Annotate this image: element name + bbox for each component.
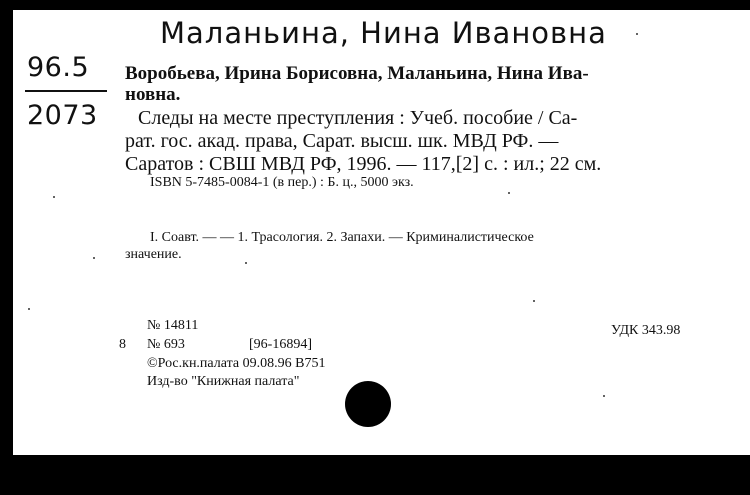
speck xyxy=(53,196,55,198)
title-line-2: рат. гос. акад. права, Сарат. высш. шк. МВД РФ. — xyxy=(125,130,559,152)
subjects-line-1: I. Соавт. — — 1. Трасология. 2. Запахи. — Криминалистическое xyxy=(150,230,534,245)
shelf-mark-divider xyxy=(25,90,107,92)
punch-hole xyxy=(345,381,391,427)
copyright-line: ©Рос.кн.палата 09.08.96 В751 xyxy=(147,356,326,371)
shelf-mark-top: 96.5 xyxy=(27,52,90,83)
isbn-line: ISBN 5-7485-0084-1 (в пер.) : Б. ц., 5000 экз. xyxy=(150,175,414,190)
record-number-2: № 693 xyxy=(147,337,185,352)
authors-line-2: новна. xyxy=(125,84,181,105)
subjects-line-2: значение. xyxy=(125,247,182,262)
handwritten-title: Маланьина, Нина Ивановна xyxy=(160,16,607,50)
shelf-mark-bottom: 2073 xyxy=(27,100,98,131)
publisher-line: Изд-во "Книжная палата" xyxy=(147,374,300,389)
record-number-2-bracket: [96-16894] xyxy=(249,337,312,352)
prefix-8: 8 xyxy=(119,337,126,352)
speck xyxy=(508,192,510,194)
speck xyxy=(533,300,535,302)
udc-code: УДК 343.98 xyxy=(611,323,681,338)
speck xyxy=(28,308,30,310)
speck xyxy=(245,262,247,264)
title-line-1: Следы на месте преступления : Учеб. пособие / Са- xyxy=(138,107,578,129)
speck xyxy=(93,257,95,259)
catalog-card xyxy=(13,10,750,455)
authors-line-1: Воробьева, Ирина Борисовна, Маланьина, Нина Ива- xyxy=(125,63,589,84)
title-line-3: Саратов : СВШ МВД РФ, 1996. — 117,[2] с. : ил.; 22 см. xyxy=(125,153,602,175)
speck xyxy=(603,395,605,397)
speck xyxy=(636,33,638,35)
record-number-1: № 14811 xyxy=(147,318,199,333)
